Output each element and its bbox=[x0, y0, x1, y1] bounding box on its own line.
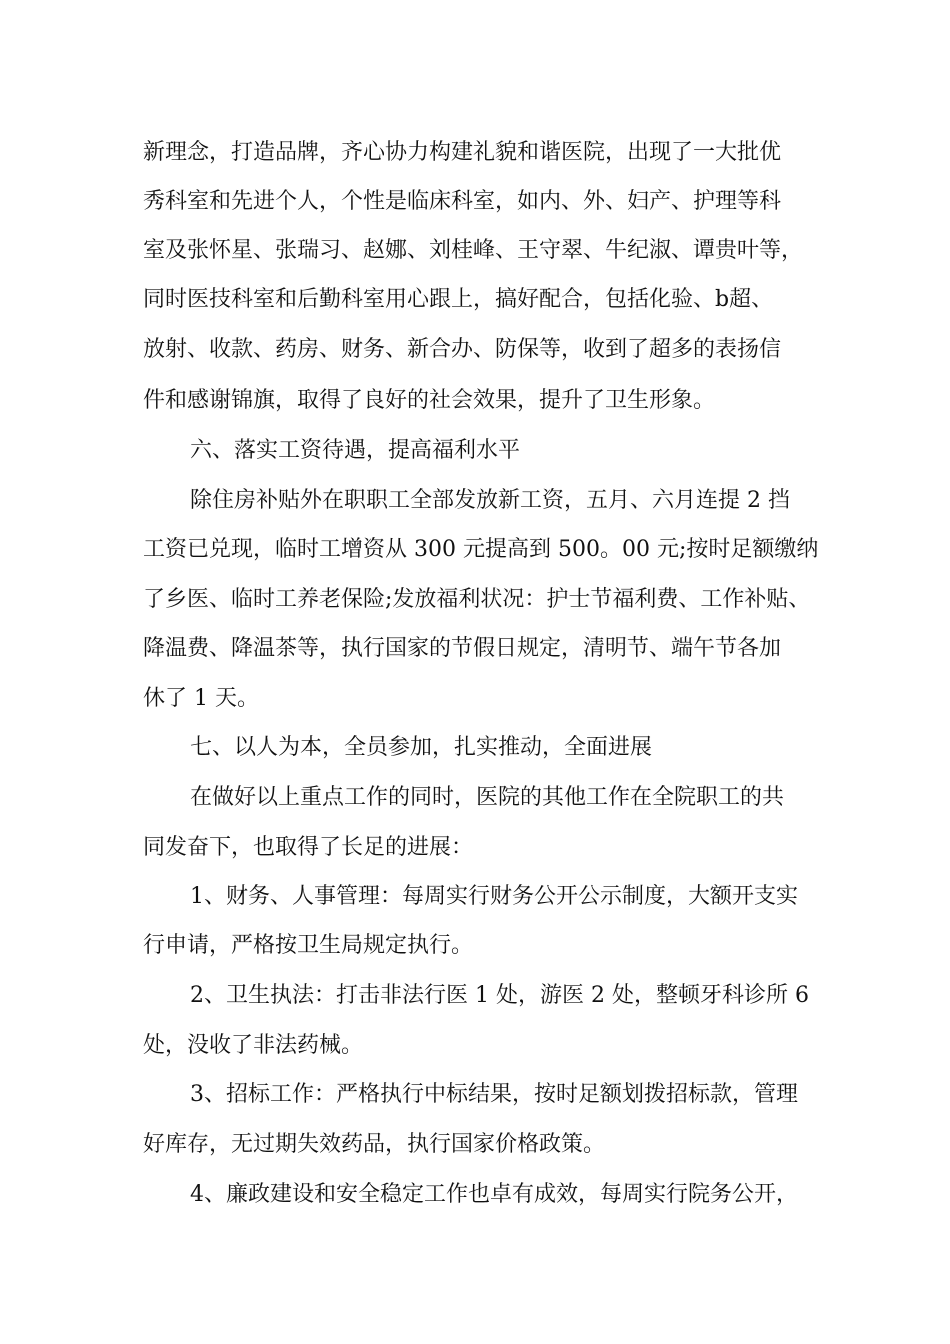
text-line: 1、财务、人事管理：每周实行财务公开公示制度，大额开支实 bbox=[190, 884, 798, 909]
section-heading: 六、落实工资待遇，提高福利水平 bbox=[190, 438, 521, 463]
text-line: 处，没收了非法药械。 bbox=[143, 1033, 364, 1058]
text-line: 2、卫生执法：打击非法行医 1 处，游医 2 处，整顿牙科诊所 6 bbox=[190, 983, 809, 1008]
text-line: 放射、收款、药房、财务、新合办、防保等，收到了超多的表扬信 bbox=[143, 337, 782, 362]
text-line: 件和感谢锦旗，取得了良好的社会效果，提升了卫生形象。 bbox=[143, 388, 716, 413]
text-line: 室及张怀星、张瑞习、赵娜、刘桂峰、王守翠、牛纪淑、谭贵叶等， bbox=[143, 238, 804, 263]
text-line: 同时医技科室和后勤科室用心跟上，搞好配合，包括化验、b超、 bbox=[143, 287, 774, 312]
text-line: 在做好以上重点工作的同时，医院的其他工作在全院职工的共 bbox=[190, 785, 785, 810]
text-line: 了乡医、临时工养老保险;发放福利状况：护士节福利费、工作补贴、 bbox=[143, 587, 811, 612]
text-line: 除住房补贴外在职职工全部发放新工资，五月、六月连提 2 挡 bbox=[190, 488, 790, 513]
text-line: 新理念，打造品牌，齐心协力构建礼貌和谐医院，出现了一大批优 bbox=[143, 140, 782, 165]
text-line: 好库存，无过期失效药品，执行国家价格政策。 bbox=[143, 1132, 606, 1157]
text-line: 降温费、降温茶等，执行国家的节假日规定，清明节、端午节各加 bbox=[143, 636, 782, 661]
text-line: 秀科室和先进个人，个性是临床科室，如内、外、妇产、护理等科 bbox=[143, 189, 782, 214]
text-line: 行申请，严格按卫生局规定执行。 bbox=[143, 933, 474, 958]
text-line: 工资已兑现，临时工增资从 300 元提高到 500。00 元;按时足额缴纳 bbox=[143, 537, 819, 562]
text-line: 休了 1 天。 bbox=[143, 686, 259, 711]
section-heading: 七、以人为本，全员参加，扎实推动，全面进展 bbox=[190, 735, 653, 760]
text-line: 4、廉政建设和安全稳定工作也卓有成效，每周实行院务公开， bbox=[190, 1182, 798, 1207]
text-line: 3、招标工作：严格执行中标结果，按时足额划拨招标款，管理 bbox=[190, 1082, 798, 1107]
text-line: 同发奋下，也取得了长足的进展： bbox=[143, 835, 474, 860]
